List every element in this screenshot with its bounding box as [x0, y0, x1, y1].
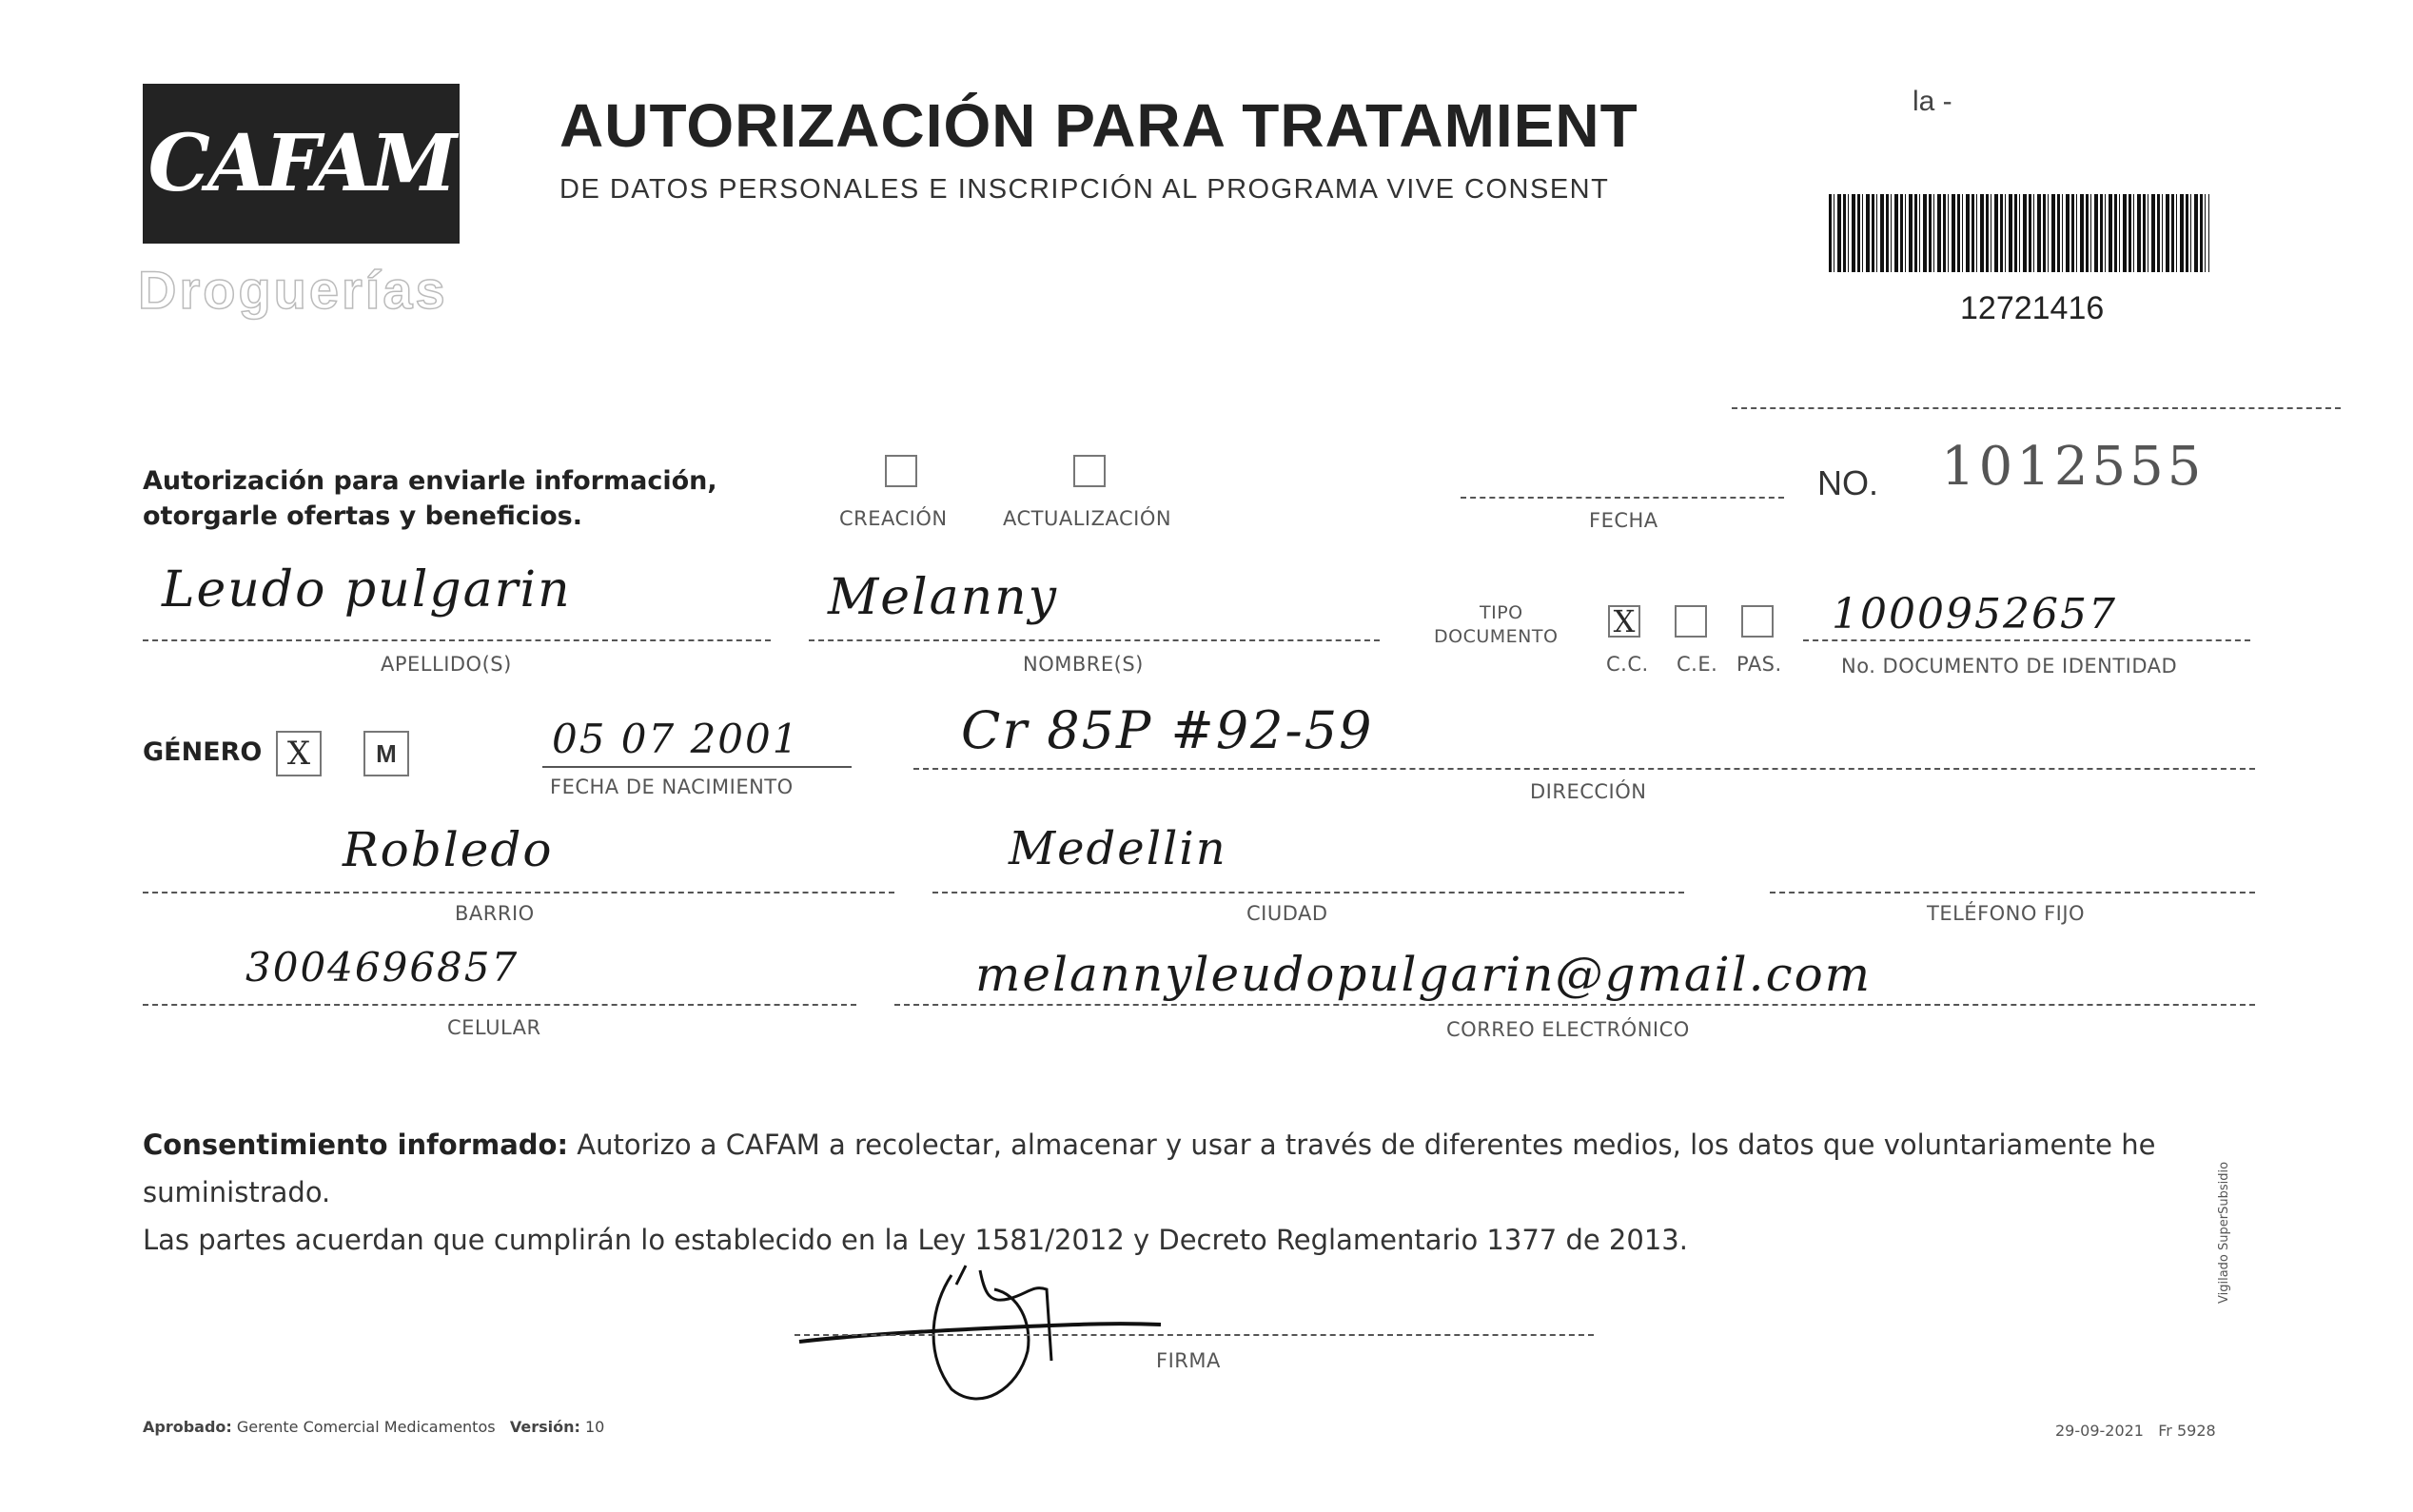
creacion-checkbox[interactable] [885, 455, 917, 487]
authorization-heading-2: otorgarle ofertas y beneficios. [143, 501, 582, 531]
apellidos-label: APELLIDO(S) [381, 653, 512, 676]
direccion-label: DIRECCIÓN [1530, 780, 1647, 803]
aprobado-label: Aprobado: [143, 1418, 232, 1436]
barcode [1829, 194, 2209, 272]
documento-label: No. DOCUMENTO DE IDENTIDAD [1841, 655, 2178, 677]
nombres-line [809, 639, 1380, 641]
direccion-value[interactable]: Cr 85P #92-59 [961, 700, 1374, 760]
celular-label: CELULAR [447, 1016, 541, 1039]
direccion-line [913, 768, 2255, 770]
form-number: 1012555 [1941, 436, 2206, 498]
actualizacion-checkbox[interactable] [1073, 455, 1106, 487]
fecha-label: FECHA [1589, 509, 1658, 532]
cafam-logo [143, 84, 460, 244]
nombres-value[interactable]: Melanny [828, 569, 1059, 626]
version-label: Versión: [509, 1418, 580, 1436]
consent-paragraph [143, 1121, 2274, 1264]
logo-text: CAFAM [147, 118, 455, 209]
pas-checkbox[interactable] [1741, 605, 1774, 638]
pas-label: PAS. [1736, 653, 1782, 676]
corner-scribble: la - [1913, 86, 1952, 117]
correo-label: CORREO ELECTRÓNICO [1446, 1018, 1690, 1041]
footer-codes [2055, 1422, 2216, 1440]
authorization-heading-1: Autorización para enviarle información, [143, 466, 717, 496]
firma-line[interactable] [795, 1334, 1594, 1336]
genero-label: GÉNERO [143, 737, 263, 767]
form-title: AUTORIZACIÓN PARA TRATAMIENT [559, 91, 1638, 160]
ciudad-label: CIUDAD [1246, 902, 1328, 925]
footer-form-code: Fr 5928 [2158, 1422, 2216, 1440]
footer-approval [143, 1418, 604, 1436]
footer-date-code: 29-09-2021 [2055, 1422, 2144, 1440]
ciudad-value[interactable]: Medellin [1009, 822, 1227, 875]
nacimiento-value[interactable]: 05 07 2001 [552, 716, 800, 762]
no-label: NO. [1817, 463, 1879, 502]
actualizacion-label: ACTUALIZACIÓN [1003, 507, 1172, 530]
form-subtitle: DE DATOS PERSONALES E INSCRIPCIÓN AL PROGRAMA VIVE CONSENT [559, 174, 1610, 205]
logo-subtitle: Droguerías [138, 260, 448, 320]
supersubsidio-text: Vigilado SuperSubsidio [2217, 1161, 2231, 1304]
documento-line [1803, 639, 2250, 641]
ciudad-line [932, 892, 1684, 893]
correo-line [894, 1004, 2255, 1006]
apellidos-line [143, 639, 771, 641]
genero-m-checkbox[interactable]: M [363, 731, 409, 776]
header-divider [1732, 407, 2341, 409]
ce-label: C.E. [1677, 653, 1718, 676]
nombres-label: NOMBRE(S) [1023, 653, 1144, 676]
correo-value[interactable]: melannyleudopulgarin@gmail.com [975, 947, 1873, 1002]
documento-value[interactable]: 1000952657 [1832, 590, 2117, 638]
nacimiento-line [542, 766, 852, 768]
barcode-number: 12721416 [1960, 290, 2105, 326]
genero-f-checkbox[interactable]: X [276, 731, 322, 776]
barrio-value[interactable]: Robledo [343, 822, 554, 877]
consent-bold: Consentimiento informado: [143, 1129, 569, 1161]
celular-line [143, 1004, 856, 1006]
nacimiento-label: FECHA DE NACIMIENTO [550, 776, 794, 798]
telefono-line[interactable] [1770, 892, 2255, 893]
firma-label: FIRMA [1156, 1349, 1221, 1372]
barrio-label: BARRIO [455, 902, 535, 925]
cc-checkbox[interactable]: X [1608, 605, 1640, 638]
tipo-label: TIPO [1480, 602, 1523, 623]
fecha-line[interactable] [1461, 497, 1784, 499]
version-value: 10 [584, 1418, 605, 1436]
creacion-label: CREACIÓN [839, 507, 948, 530]
celular-value[interactable]: 3004696857 [245, 944, 520, 991]
telefono-label: TELÉFONO FIJO [1927, 902, 2086, 925]
consent-text-2: Las partes acuerdan que cumplirán lo establecido en la Ley 1581/2012 y Decreto Reglamentario 1377 de 2013. [143, 1224, 1688, 1256]
documento-tipo-label: DOCUMENTO [1434, 626, 1559, 647]
barrio-line [143, 892, 894, 893]
consent-text-1: Autorizo a CAFAM a recolectar, almacenar y usar a través de diferentes medios, los datos que voluntariamente he suministrado. [143, 1129, 2156, 1208]
apellidos-value[interactable]: Leudo pulgarin [162, 561, 572, 619]
aprobado-value: Gerente Comercial Medicamentos [236, 1418, 496, 1436]
cc-label: C.C. [1606, 653, 1649, 676]
ce-checkbox[interactable] [1675, 605, 1707, 638]
signature-drawing [790, 1247, 1189, 1427]
